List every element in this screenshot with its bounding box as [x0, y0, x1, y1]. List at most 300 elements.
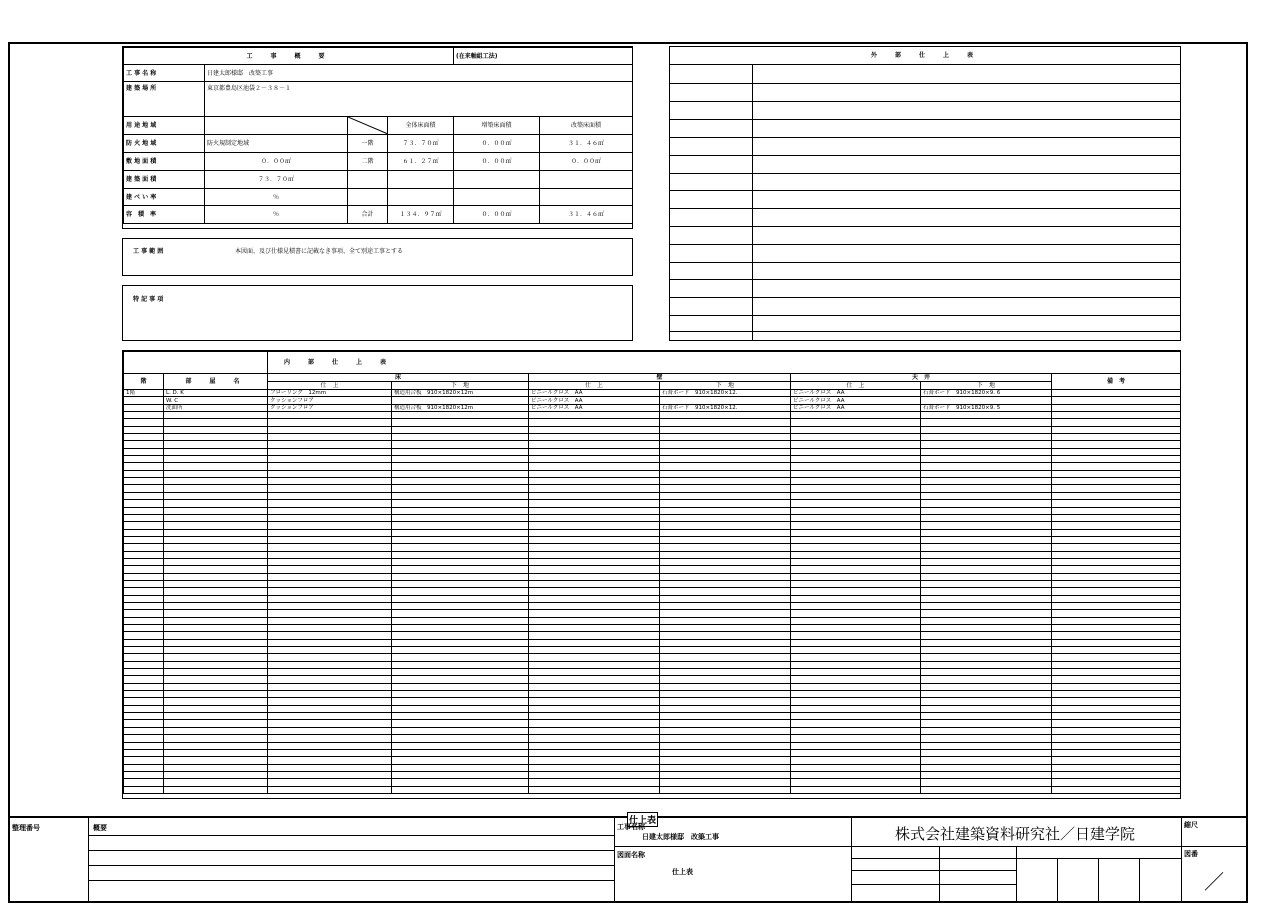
table-cell	[791, 522, 921, 529]
table-cell	[164, 426, 268, 433]
table-cell	[660, 536, 791, 543]
table-cell	[124, 683, 164, 690]
table-cell	[1052, 470, 1181, 477]
table-cell	[529, 448, 660, 455]
table-cell	[124, 705, 164, 712]
table-cell	[660, 500, 791, 507]
table-cell	[791, 779, 921, 786]
table-row	[124, 602, 1181, 609]
area-cell: ３１．４６㎡	[540, 206, 633, 224]
sub-finish: 仕 上	[529, 382, 660, 390]
table-cell	[1052, 500, 1181, 507]
table-cell	[529, 691, 660, 698]
table-cell	[124, 485, 164, 492]
exterior-row-line	[670, 119, 1180, 120]
table-row	[124, 566, 1181, 573]
table-row	[124, 720, 1181, 727]
table-cell	[124, 786, 164, 793]
scope-label: 工 事 範 囲	[133, 248, 164, 255]
table-row	[124, 507, 1181, 514]
table-cell	[791, 713, 921, 720]
table-row	[124, 639, 1181, 646]
table-row	[124, 617, 1181, 624]
table-cell	[921, 536, 1052, 543]
table-cell	[921, 595, 1052, 602]
table-cell	[124, 779, 164, 786]
table-row	[124, 522, 1181, 529]
table-cell	[1052, 654, 1181, 661]
table-cell	[124, 522, 164, 529]
exterior-row-line	[670, 137, 1180, 138]
table-cell	[268, 735, 392, 742]
table-cell	[921, 529, 1052, 536]
table-cell	[1052, 566, 1181, 573]
table-cell	[164, 632, 268, 639]
table-cell	[392, 566, 529, 573]
table-cell	[1052, 757, 1181, 764]
table-cell	[1052, 558, 1181, 565]
exterior-panel	[669, 46, 1181, 341]
table-cell	[1052, 529, 1181, 536]
table-cell	[1052, 448, 1181, 455]
table-cell	[392, 470, 529, 477]
table-cell	[921, 463, 1052, 470]
table-cell	[392, 661, 529, 668]
table-cell	[392, 632, 529, 639]
coverage-label: 建 ぺ い 率	[124, 189, 205, 206]
table-cell	[124, 757, 164, 764]
table-cell	[529, 456, 660, 463]
table-row	[124, 595, 1181, 602]
fire-value: 防火規制定地域	[205, 135, 348, 153]
table-row	[124, 632, 1181, 639]
table-cell	[660, 529, 791, 536]
floor-label: 二階	[348, 153, 388, 171]
area-cell: ０．００㎡	[454, 206, 540, 224]
table-cell	[529, 485, 660, 492]
area-header-reno: 改築床面積	[540, 117, 633, 135]
table-cell	[1052, 463, 1181, 470]
table-cell	[660, 735, 791, 742]
table-cell	[791, 691, 921, 698]
table-cell	[791, 441, 921, 448]
table-row	[124, 492, 1181, 499]
drawing-label: 図面名称	[617, 851, 645, 859]
table-cell	[268, 500, 392, 507]
table-cell	[791, 507, 921, 514]
table-cell	[392, 617, 529, 624]
sub-finish: 仕 上	[791, 382, 921, 390]
table-cell	[791, 580, 921, 587]
table-cell	[392, 727, 529, 734]
area-cell: ３１．４６㎡	[540, 135, 633, 153]
table-cell	[1052, 610, 1181, 617]
table-cell	[791, 448, 921, 455]
table-row	[124, 426, 1181, 433]
table-cell	[660, 448, 791, 455]
table-cell: W. C	[164, 397, 268, 404]
table-cell	[660, 713, 791, 720]
table-cell	[921, 544, 1052, 551]
table-cell	[164, 544, 268, 551]
table-cell	[921, 485, 1052, 492]
table-cell	[529, 713, 660, 720]
table-cell	[1052, 771, 1181, 778]
table-cell	[392, 448, 529, 455]
table-cell	[921, 676, 1052, 683]
table-cell	[529, 698, 660, 705]
table-cell	[660, 573, 791, 580]
table-row	[124, 705, 1181, 712]
table-cell	[791, 470, 921, 477]
table-cell	[268, 536, 392, 543]
table-cell	[268, 478, 392, 485]
table-cell: 構造用合板 910×1820×12m	[392, 404, 529, 411]
table-cell	[791, 661, 921, 668]
table-cell	[921, 412, 1052, 419]
table-cell	[392, 507, 529, 514]
table-cell	[392, 544, 529, 551]
table-cell	[268, 463, 392, 470]
table-cell	[921, 441, 1052, 448]
table-row	[124, 749, 1181, 756]
table-cell	[791, 456, 921, 463]
table-cell	[392, 676, 529, 683]
table-cell	[921, 551, 1052, 558]
table-row	[124, 580, 1181, 587]
table-cell	[791, 786, 921, 793]
table-cell	[268, 558, 392, 565]
table-row	[124, 551, 1181, 558]
table-cell	[529, 771, 660, 778]
table-cell	[268, 544, 392, 551]
table-cell	[392, 441, 529, 448]
table-cell	[529, 757, 660, 764]
table-cell	[921, 683, 1052, 690]
table-cell	[392, 551, 529, 558]
table-cell	[791, 602, 921, 609]
coverage-value: ％	[205, 189, 348, 206]
table-cell	[124, 595, 164, 602]
table-row	[124, 727, 1181, 734]
group-floor: 床	[268, 374, 529, 382]
table-cell	[921, 669, 1052, 676]
table-cell	[791, 573, 921, 580]
interior-title: 内 部 仕 上 表	[268, 352, 1181, 374]
table-cell	[392, 764, 529, 771]
table-cell	[392, 602, 529, 609]
table-cell	[164, 456, 268, 463]
table-cell	[791, 419, 921, 426]
table-cell	[164, 514, 268, 521]
table-cell	[921, 720, 1052, 727]
table-cell	[1052, 419, 1181, 426]
table-cell	[660, 749, 791, 756]
table-cell	[1052, 536, 1181, 543]
table-cell	[124, 448, 164, 455]
exterior-row-line	[670, 155, 1180, 156]
table-cell	[164, 448, 268, 455]
sheet-label: 図番	[1184, 850, 1198, 858]
table-cell	[660, 588, 791, 595]
table-cell	[1052, 764, 1181, 771]
table-cell	[660, 463, 791, 470]
table-cell	[921, 514, 1052, 521]
table-cell	[529, 507, 660, 514]
table-cell	[529, 749, 660, 756]
table-row	[124, 654, 1181, 661]
table-cell	[164, 529, 268, 536]
table-cell	[164, 507, 268, 514]
table-cell: ビニールクロス AA	[529, 397, 660, 404]
exterior-row-line	[670, 226, 1180, 227]
area-cell: ６１．２７㎡	[388, 153, 454, 171]
scope-text: 本図面、及び仕様見積書に記載なき事項、全て別途工事とする	[235, 248, 404, 255]
table-cell	[1052, 661, 1181, 668]
table-cell	[164, 478, 268, 485]
table-cell	[529, 434, 660, 441]
table-cell	[529, 683, 660, 690]
table-row	[124, 610, 1181, 617]
floor-ratio-label: 容 積 率	[124, 206, 205, 224]
table-cell	[529, 625, 660, 632]
project-name-value: 日建太郎様邸 改築工事	[205, 65, 633, 82]
overview-method: (在来軸組工法)	[454, 48, 633, 65]
table-cell	[164, 625, 268, 632]
table-cell	[164, 764, 268, 771]
company-name: 株式会社建築資料研究社／日建学院	[895, 825, 1136, 843]
table-cell	[392, 705, 529, 712]
area-cell	[388, 189, 454, 206]
table-cell	[660, 676, 791, 683]
table-cell	[921, 749, 1052, 756]
table-cell	[164, 551, 268, 558]
table-cell	[529, 426, 660, 433]
table-cell	[268, 779, 392, 786]
table-cell	[921, 588, 1052, 595]
site-value: 東京都豊島区池袋２－３８－１	[205, 82, 633, 117]
table-cell	[529, 705, 660, 712]
building-area-label: 建 築 面 積	[124, 171, 205, 189]
table-cell	[921, 492, 1052, 499]
table-cell	[392, 514, 529, 521]
floor-label	[348, 171, 388, 189]
table-row	[124, 404, 1181, 411]
table-cell	[791, 426, 921, 433]
table-cell	[1052, 412, 1181, 419]
site-area-label: 敷 地 面 積	[124, 153, 205, 171]
floor-ratio-value: ％	[205, 206, 348, 224]
table-cell	[529, 536, 660, 543]
table-cell	[529, 639, 660, 646]
table-cell	[164, 727, 268, 734]
floor-label: 一階	[348, 135, 388, 153]
table-cell	[268, 419, 392, 426]
table-cell	[1052, 625, 1181, 632]
table-cell	[1052, 551, 1181, 558]
table-cell	[791, 478, 921, 485]
table-cell	[660, 470, 791, 477]
table-cell	[791, 529, 921, 536]
table-cell	[392, 713, 529, 720]
table-cell	[268, 551, 392, 558]
table-cell	[164, 470, 268, 477]
table-cell	[791, 485, 921, 492]
table-cell	[1052, 602, 1181, 609]
table-cell	[268, 441, 392, 448]
table-cell	[529, 551, 660, 558]
table-cell	[660, 434, 791, 441]
sub-base: 下 地	[660, 382, 791, 390]
table-cell	[392, 742, 529, 749]
table-cell	[124, 588, 164, 595]
table-cell	[660, 757, 791, 764]
table-cell	[268, 485, 392, 492]
table-row	[124, 676, 1181, 683]
table-cell	[921, 456, 1052, 463]
table-cell	[268, 514, 392, 521]
table-cell	[124, 727, 164, 734]
table-cell	[268, 426, 392, 433]
table-cell	[529, 727, 660, 734]
table-cell	[268, 529, 392, 536]
table-cell	[660, 654, 791, 661]
table-cell	[1052, 735, 1181, 742]
table-cell: 石膏ボード 910×1820×12.	[660, 390, 791, 397]
table-cell	[921, 507, 1052, 514]
table-row	[124, 588, 1181, 595]
table-cell	[124, 470, 164, 477]
table-cell	[921, 558, 1052, 565]
table-cell	[268, 757, 392, 764]
table-cell: 石膏ボード 910×1820×9. 6	[921, 390, 1052, 397]
table-cell	[392, 529, 529, 536]
table-cell	[529, 669, 660, 676]
table-cell	[124, 478, 164, 485]
area-cell	[454, 189, 540, 206]
table-cell	[124, 625, 164, 632]
sub-base: 下 地	[392, 382, 529, 390]
table-cell	[164, 705, 268, 712]
table-cell	[660, 669, 791, 676]
table-row	[124, 478, 1181, 485]
table-cell	[791, 610, 921, 617]
table-cell	[164, 441, 268, 448]
exterior-row-line	[670, 244, 1180, 245]
site-area-value: ０．００㎡	[205, 153, 348, 171]
table-cell	[529, 735, 660, 742]
area-cell	[540, 189, 633, 206]
table-cell	[529, 595, 660, 602]
table-cell	[529, 588, 660, 595]
table-cell	[268, 602, 392, 609]
table-cell	[660, 478, 791, 485]
table-row	[124, 573, 1181, 580]
table-cell	[1052, 434, 1181, 441]
table-cell	[660, 625, 791, 632]
table-cell	[164, 566, 268, 573]
table-cell: 石膏ボード 910×1820×12.	[660, 404, 791, 411]
table-cell	[1052, 786, 1181, 793]
table-cell	[124, 720, 164, 727]
table-cell	[124, 602, 164, 609]
floor-label	[348, 189, 388, 206]
table-cell	[660, 602, 791, 609]
table-cell	[268, 507, 392, 514]
table-cell	[164, 669, 268, 676]
table-cell	[164, 749, 268, 756]
table-cell	[124, 397, 164, 404]
table-cell	[660, 698, 791, 705]
table-cell	[164, 639, 268, 646]
table-cell	[164, 522, 268, 529]
table-cell	[791, 588, 921, 595]
table-cell	[921, 779, 1052, 786]
table-row	[124, 764, 1181, 771]
area-cell	[388, 171, 454, 189]
table-cell	[921, 654, 1052, 661]
table-cell	[268, 742, 392, 749]
table-cell	[124, 551, 164, 558]
table-cell: クッションフロア	[268, 397, 392, 404]
table-cell	[164, 786, 268, 793]
table-cell	[660, 426, 791, 433]
table-cell	[529, 522, 660, 529]
table-cell	[529, 514, 660, 521]
table-cell	[529, 573, 660, 580]
table-cell	[1052, 595, 1181, 602]
diagonal-cell	[348, 117, 388, 135]
table-cell	[791, 654, 921, 661]
table-cell	[124, 749, 164, 756]
table-cell	[660, 705, 791, 712]
table-cell	[124, 771, 164, 778]
table-cell	[392, 698, 529, 705]
table-cell	[164, 588, 268, 595]
table-cell	[660, 727, 791, 734]
table-cell: ビニールクロス AA	[791, 390, 921, 397]
table-cell: 洗面所	[164, 404, 268, 411]
exterior-row-line	[670, 83, 1180, 84]
col-floor: 階	[124, 374, 164, 390]
table-cell	[164, 419, 268, 426]
table-cell	[791, 463, 921, 470]
notes-panel	[122, 285, 633, 341]
total-label: 合計	[348, 206, 388, 224]
table-cell	[1052, 617, 1181, 624]
table-cell	[268, 492, 392, 499]
table-cell	[268, 595, 392, 602]
table-cell: 1階	[124, 390, 164, 397]
table-cell	[1052, 573, 1181, 580]
table-cell	[164, 573, 268, 580]
table-cell	[529, 632, 660, 639]
table-cell	[921, 698, 1052, 705]
table-cell	[124, 661, 164, 668]
table-cell	[791, 617, 921, 624]
scope-panel	[122, 238, 633, 276]
table-cell: ビニールクロス AA	[529, 404, 660, 411]
table-cell	[791, 492, 921, 499]
table-cell	[1052, 742, 1181, 749]
table-cell	[124, 529, 164, 536]
table-cell	[791, 647, 921, 654]
table-cell	[124, 580, 164, 587]
table-cell	[660, 720, 791, 727]
table-cell	[660, 551, 791, 558]
table-cell	[529, 764, 660, 771]
group-wall: 壁	[529, 374, 791, 382]
